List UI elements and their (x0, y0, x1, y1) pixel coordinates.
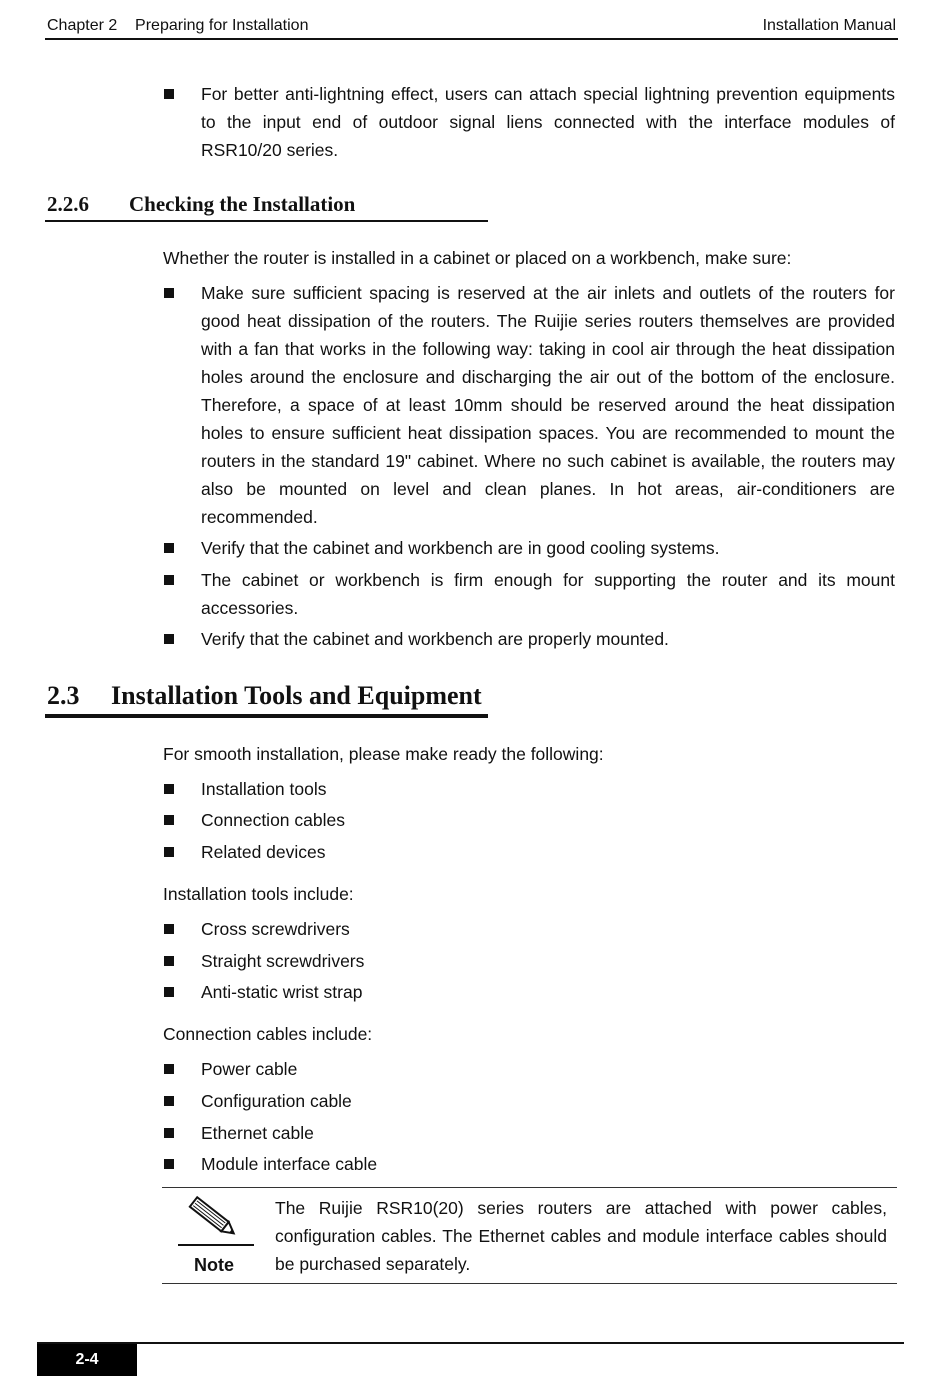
note-text: The Ruijie RSR10(20) series routers are attached with power cables, configuration cables. The Ethernet cables and module interface cables should be purchased separately. (275, 1198, 887, 1274)
bullet-square-icon (164, 1064, 174, 1074)
bullet-square-icon (164, 1159, 174, 1169)
bullet-square-icon (164, 575, 174, 585)
footer-rule (37, 1342, 904, 1344)
header-chapter: Chapter 2 Preparing for Installation (47, 17, 309, 34)
list-item-text: Cross screwdrivers (201, 919, 350, 939)
list-item-text: Power cable (201, 1059, 298, 1079)
list-item-text: Related devices (201, 842, 326, 862)
bullet-square-icon (164, 1096, 174, 1106)
pencil-icon (186, 1195, 242, 1241)
list-item (163, 915, 895, 943)
bullet-square-icon (164, 924, 174, 934)
bullet-square-icon (164, 847, 174, 857)
bullet-square-icon (164, 987, 174, 997)
list-item-text: The cabinet or workbench is firm enough for supporting the router and its mount accessories. (201, 570, 895, 618)
section-heading-2-2-6 (47, 192, 355, 217)
bullet-square-icon (164, 784, 174, 794)
section-heading-2-3 (47, 681, 482, 711)
section-title: Checking the Installation (129, 192, 356, 216)
list-item-text: Make sure sufficient spacing is reserved at the air inlets and outlets of the routers for good heat dissipation of the routers. The Ruijie series routers themselves are provided with a fan that works in the following way: taking in cool air through the heat dissipation holes around the enclosure and discharging the air out of the bottom of the enclosure. Therefore, a space of at least 10mm should be reserved around the heat dissipation holes to ensure sufficient heat dissipation spaces. You are recommended to mount the routers in the standard 19" cabinet. Where no such cabinet is available, the routers may also be mounted on level and clean planes. In hot areas, air-conditioners are recommended. (201, 283, 895, 527)
list-item-text: Installation tools (201, 779, 327, 799)
note-label: Note (194, 1255, 234, 1275)
list-item-text: Configuration cable (201, 1091, 352, 1111)
bullet-square-icon (164, 956, 174, 966)
header-rule (45, 38, 898, 40)
header-manual-title: Installation Manual (762, 17, 896, 34)
list-item (163, 534, 895, 562)
page-number: 2-4 (37, 1344, 137, 1376)
list-item-text: Ethernet cable (201, 1123, 314, 1143)
bullet-square-icon (164, 634, 174, 644)
list-item (163, 1150, 895, 1178)
paragraph: For smooth installation, please make ready the following: (163, 744, 604, 764)
section-rule (45, 220, 488, 222)
list-item (163, 806, 895, 834)
list-item (163, 775, 895, 803)
list-item (163, 1119, 895, 1147)
list-item-text: For better anti-lightning effect, users can attach special lightning prevention equipments to the input end of outdoor signal liens connected with the interface modules of RSR10/20 series. (201, 84, 895, 160)
paragraph: Connection cables include: (163, 1024, 373, 1044)
list-item (163, 566, 895, 622)
list-item (163, 978, 895, 1006)
list-item-text: Anti-static wrist strap (201, 982, 363, 1002)
section-number: 2.2.6 (47, 192, 89, 216)
list-item-text: Connection cables (201, 810, 345, 830)
paragraph: Whether the router is installed in a cabinet or placed on a workbench, make sure: (163, 248, 792, 268)
note-top-rule (162, 1187, 897, 1188)
bullet-square-icon (164, 1128, 174, 1138)
section-number: 2.3 (47, 681, 80, 710)
list-item-text: Module interface cable (201, 1154, 378, 1174)
list-item (163, 947, 895, 975)
note-icon-rule (178, 1244, 254, 1246)
bullet-square-icon (164, 543, 174, 553)
list-item (163, 279, 895, 531)
section-rule (45, 714, 488, 718)
note-bottom-rule (162, 1283, 897, 1284)
bullet-square-icon (164, 288, 174, 298)
list-item-text: Verify that the cabinet and workbench are in good cooling systems. (201, 538, 720, 558)
list-item-text: Straight screwdrivers (201, 951, 365, 971)
list-item (163, 80, 895, 164)
bullet-square-icon (164, 815, 174, 825)
list-item-text: Verify that the cabinet and workbench are properly mounted. (201, 629, 669, 649)
list-item (163, 625, 895, 653)
list-item (163, 1055, 895, 1083)
paragraph: Installation tools include: (163, 884, 354, 904)
section-title: Installation Tools and Equipment (111, 681, 482, 710)
list-item (163, 1087, 895, 1115)
list-item (163, 838, 895, 866)
bullet-square-icon (164, 89, 174, 99)
